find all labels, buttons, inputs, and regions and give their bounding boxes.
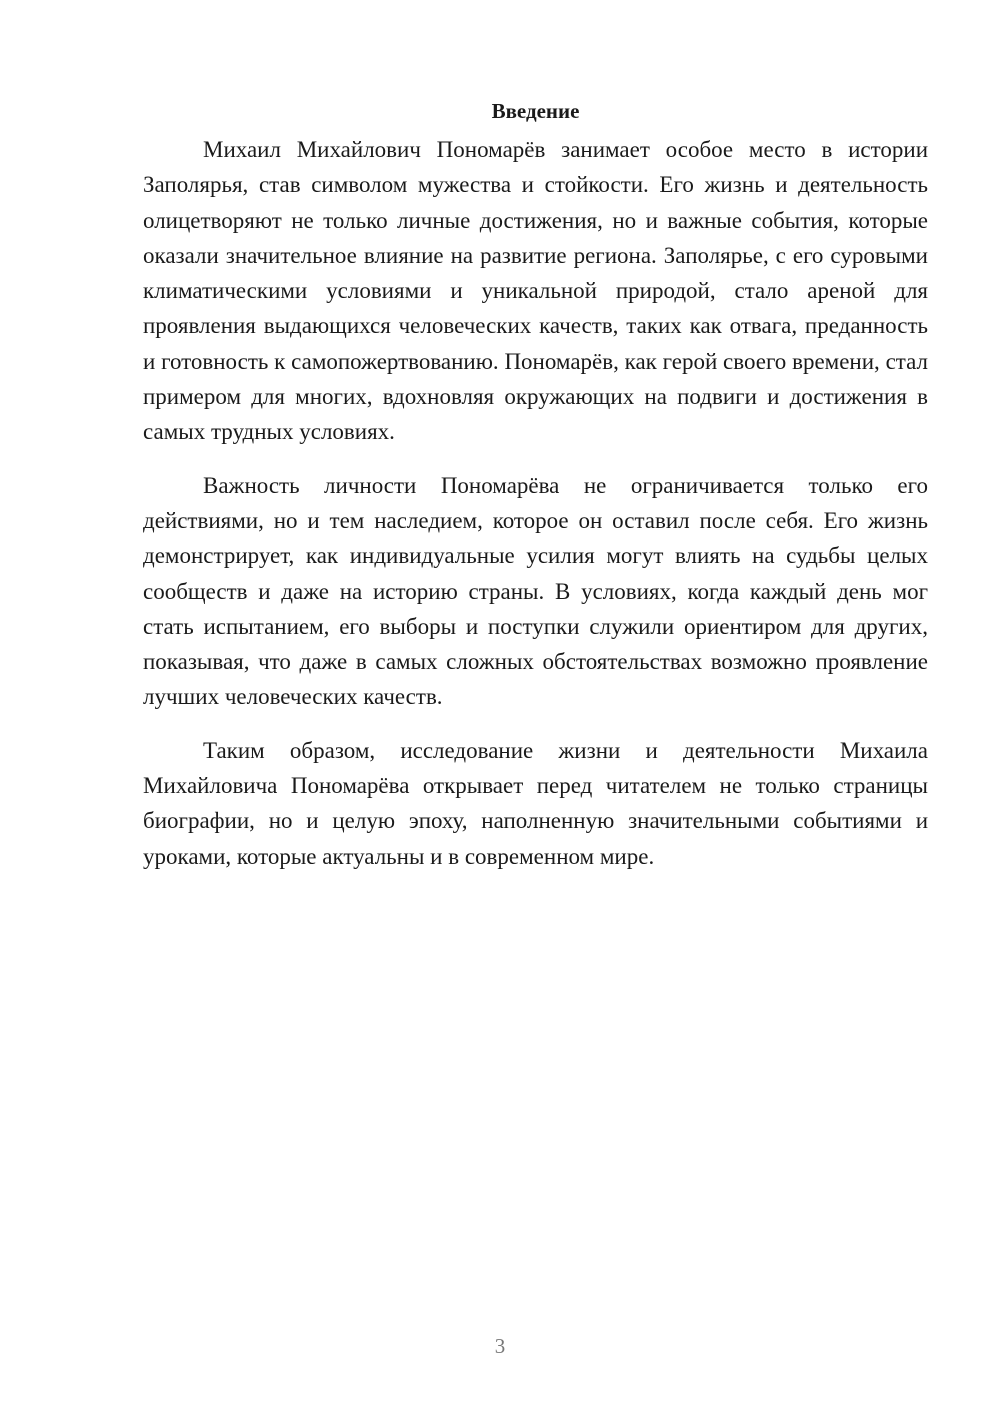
paragraph-2: Важность личности Пономарёва не ограничивается только его действиями, но и тем наследием, которое он оставил после себя. Его жизнь демонстрирует, как индивидуальные усилия могут влиять на судьбы целых сообществ и даже на историю страны. В условиях, когда каждый день мог стать испытанием, его выборы и поступки служили ориентиром для других, показывая, что даже в самых сложных обстоятельствах возможно проявление лучших человеческих качеств. [143, 472, 928, 710]
paragraph-3: Таким образом, исследование жизни и деятельности Михаила Михайловича Пономарёва открывает перед читателем не только страницы биографии, но и целую эпоху, наполненную значительными событиями и уроками, которые актуальны и в современном мире. [143, 737, 928, 869]
page-number: 3 [494, 1334, 506, 1358]
section-heading: Введение [491, 99, 580, 123]
page-content [143, 94, 928, 892]
paragraph-1: Михаил Михайлович Пономарёв занимает особое место в истории Заполярья, став символом мужества и стойкости. Его жизнь и деятельность олицетворяют не только личные достижения, но и важные события, которые оказали значительное влияние на развитие региона. Заполярье, с его суровыми климатическими условиями и уникальной природой, стало ареной для проявления выдающихся человеческих качеств, таких как отвага, преданность и готовность к самопожертвованию. Пономарёв, как герой своего времени, стал примером для многих, вдохновляя окружающих на подвиги и достижения в самых трудных условиях. [143, 137, 928, 445]
